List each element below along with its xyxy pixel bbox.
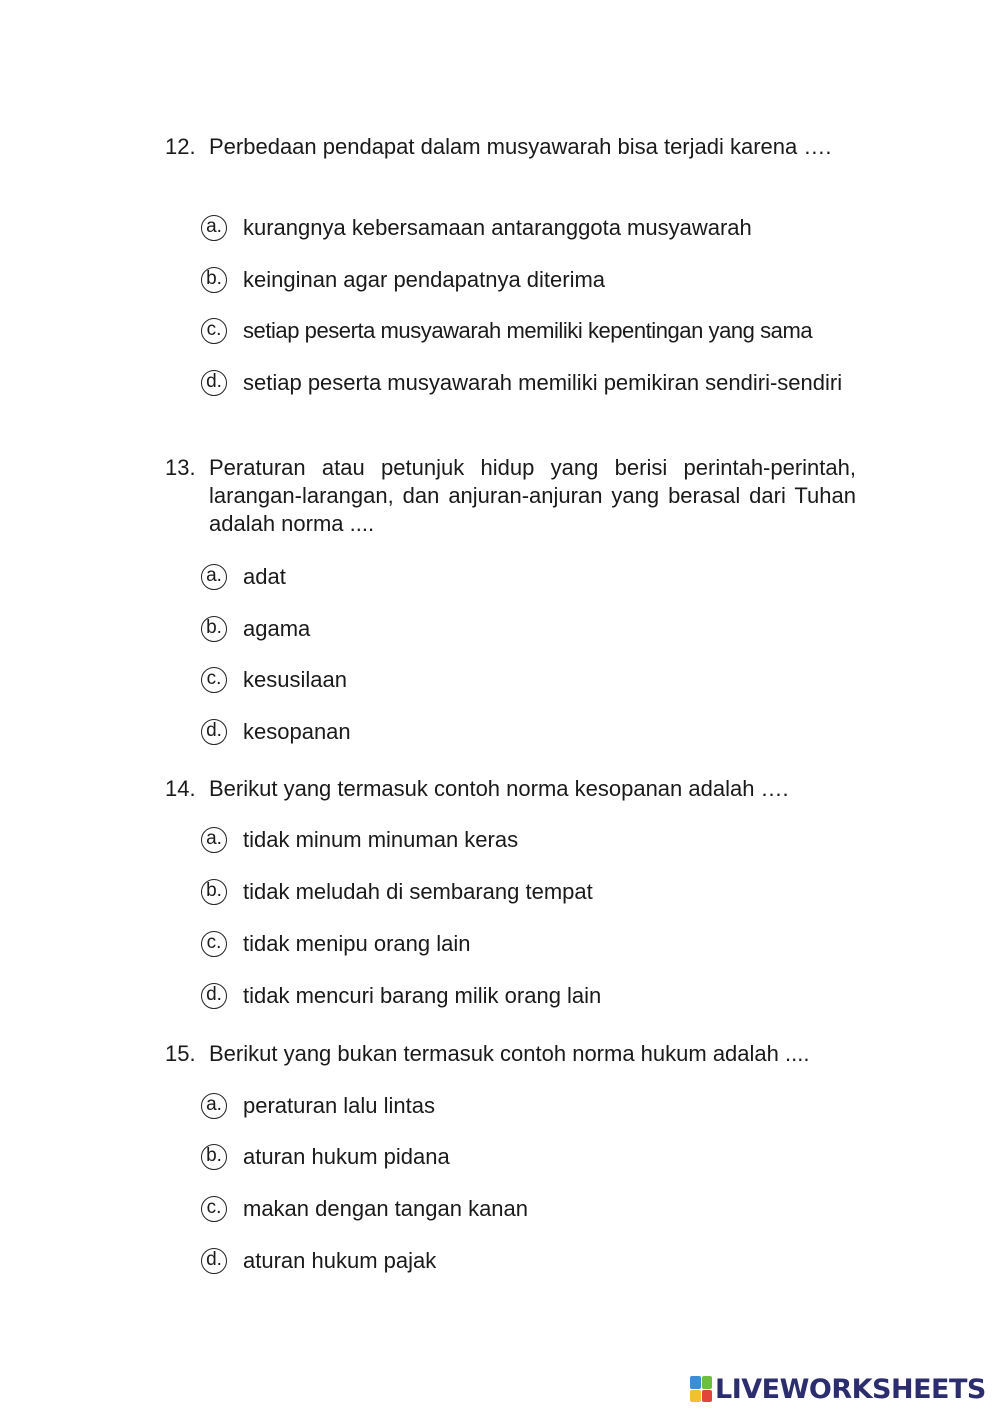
- option-letter: d.: [201, 719, 227, 745]
- option-letter: a.: [201, 1093, 227, 1119]
- option-text: keinginan agar pendapatnya diterima: [243, 267, 606, 292]
- option-c[interactable]: [201, 1195, 856, 1223]
- option-letter: b.: [201, 267, 227, 293]
- logo-square-blue: [690, 1376, 701, 1389]
- option-text: aturan hukum pidana: [243, 1144, 450, 1169]
- option-text: tidak mencuri barang milik orang lain: [243, 983, 602, 1008]
- logo-text: LIVEWORKSHEETS: [715, 1373, 986, 1405]
- option-letter: c.: [201, 318, 227, 344]
- question-number: 15.: [165, 1041, 196, 1066]
- option-text: tidak minum minuman keras: [243, 827, 519, 852]
- option-a[interactable]: [201, 1092, 856, 1120]
- option-text: peraturan lalu lintas: [243, 1093, 436, 1118]
- option-letter: d.: [201, 1248, 227, 1274]
- option-c[interactable]: [201, 666, 856, 694]
- option-letter: c.: [201, 1196, 227, 1222]
- option-text: tidak meludah di sembarang tempat: [243, 879, 593, 904]
- logo-square-yellow: [690, 1390, 701, 1403]
- option-letter: c.: [201, 667, 227, 693]
- option-b[interactable]: [201, 615, 856, 643]
- option-b[interactable]: [201, 1143, 856, 1171]
- option-d[interactable]: [201, 982, 856, 1010]
- question-text: Perbedaan pendapat dalam musyawarah bisa terjadi karena ….: [209, 134, 832, 159]
- question-text: Peraturan atau petunjuk hidup yang berisi perintah-perintah, larangan-larangan, dan anjuran-anjuran yang berasal dari Tuhan adalah norma ....: [209, 455, 856, 536]
- option-text: aturan hukum pajak: [243, 1248, 437, 1273]
- option-letter: a.: [201, 827, 227, 853]
- option-letter: b.: [201, 616, 227, 642]
- question-15: [165, 1040, 856, 1273]
- option-text: agama: [243, 616, 311, 641]
- question-13: [165, 454, 856, 744]
- option-a[interactable]: [201, 214, 856, 242]
- option-d[interactable]: [201, 1247, 856, 1275]
- option-b[interactable]: [201, 266, 856, 294]
- option-b[interactable]: [201, 878, 856, 906]
- option-letter: d.: [201, 370, 227, 396]
- logo-square-red: [702, 1390, 713, 1403]
- option-text: setiap peserta musyawarah memiliki pemikiran sendiri-sendiri: [243, 370, 843, 395]
- option-a[interactable]: [201, 563, 856, 591]
- logo-square-green: [702, 1376, 713, 1389]
- question-text: Berikut yang bukan termasuk contoh norma hukum adalah ....: [209, 1041, 810, 1066]
- option-letter: a.: [201, 564, 227, 590]
- option-letter: b.: [201, 879, 227, 905]
- option-a[interactable]: [201, 826, 856, 854]
- question-14: [165, 775, 856, 1008]
- option-c[interactable]: [201, 317, 856, 345]
- question-text: Berikut yang termasuk contoh norma kesopanan adalah ….: [209, 776, 789, 801]
- liveworksheets-logo: [690, 1374, 986, 1404]
- question-number: 13.: [165, 455, 196, 480]
- option-text: kesopanan: [243, 719, 351, 744]
- option-d[interactable]: [201, 369, 856, 397]
- liveworksheets-logo-icon: [690, 1376, 712, 1402]
- option-text: kurangnya kebersamaan antaranggota musyawarah: [243, 215, 752, 240]
- option-text: kesusilaan: [243, 667, 347, 692]
- option-text: adat: [243, 564, 286, 589]
- question-number: 12.: [165, 134, 196, 159]
- option-text: tidak menipu orang lain: [243, 931, 471, 956]
- question-number: 14.: [165, 776, 196, 801]
- option-d[interactable]: [201, 718, 856, 746]
- option-c[interactable]: [201, 930, 856, 958]
- option-letter: c.: [201, 931, 227, 957]
- option-letter: b.: [201, 1144, 227, 1170]
- option-letter: a.: [201, 215, 227, 241]
- option-text: setiap peserta musyawarah memiliki kepentingan yang sama: [243, 318, 813, 343]
- question-12: [165, 133, 856, 395]
- option-text: makan dengan tangan kanan: [243, 1196, 529, 1221]
- option-letter: d.: [201, 983, 227, 1009]
